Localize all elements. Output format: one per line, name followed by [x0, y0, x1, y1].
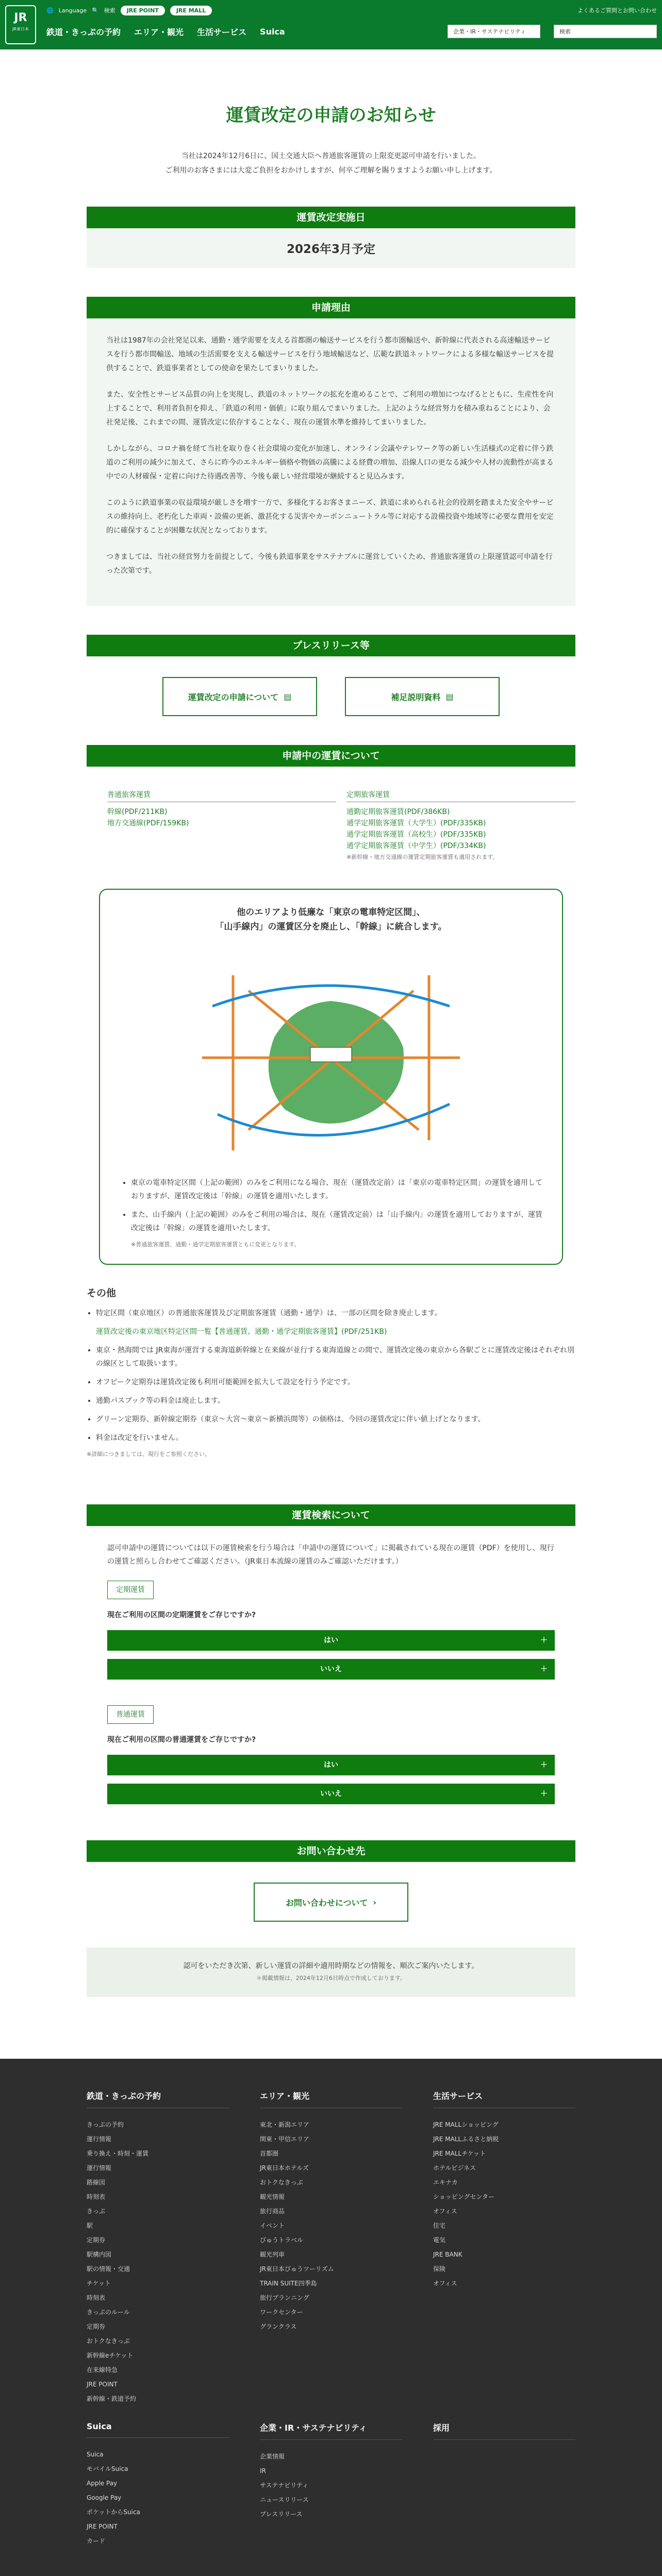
no-button[interactable] [107, 1784, 555, 1804]
pdf-link[interactable]: 運賃改定後の東京地区特定区間一覧【普通運賃、通勤・通学定期旅客運賃】(PDF/251KB) [96, 1328, 387, 1336]
nav-item-area[interactable]: エリア・観光 [134, 27, 184, 37]
footer-link[interactable]: 運行情報 [87, 2136, 112, 2143]
fare-columns [87, 789, 575, 863]
question-commuter: 現在ご利用の区間の定期運賃をご存じですか? [107, 1611, 256, 1619]
jre-point-link[interactable]: JRE POINT [121, 6, 165, 15]
footer-link[interactable]: 電気 [433, 2236, 446, 2244]
pdf-icon: ▤ [284, 691, 292, 702]
footer-link[interactable]: びゅうトラベル [260, 2236, 304, 2244]
footer-link[interactable]: モバイルSuica [87, 2465, 128, 2472]
press-buttons [0, 677, 662, 716]
footer-link[interactable]: 首都圏 [260, 2150, 279, 2157]
question-ordinary: 現在ご利用の区間の普通運賃をご存じですか? [107, 1736, 256, 1744]
search-button[interactable]: 検索 [104, 7, 115, 14]
footer-link[interactable]: 保険 [433, 2265, 446, 2273]
reason-paragraph: このように鉄道事業の収益環境が厳しさを増す一方で、多様化するお客さまニーズ、鉄道に求められる社会的役割を踏まえた安全やサービスの維持向上、老朽化した車両・設備の更新、激甚化する災害やカーボンニュートラル等に対応する設備投資や地域等に必要な費用を安定的に確保することが困難な状況となっております。 [106, 499, 554, 535]
footer-link[interactable]: 駅 [87, 2222, 93, 2229]
main-nav [46, 23, 657, 40]
reason-paragraph: しかしながら、コロナ禍を経て当社を取り巻く社会環境の変化が加速し、オンライン会議やテレワーク等の新しい生活様式の定着に伴う鉄道のご利用の減少に加えて、さらに昨今のエネルギー価格や物価の高騰による経費の増加、沿線人口の更なる減少や人材の流動性が高まる中での人材確保・定着に向けた待遇改善等、今後も厳しい経営環境が継続すると見込みます。 [106, 445, 554, 481]
nav-item-corp[interactable]: 企業・IR・サステナビリティ [448, 25, 540, 38]
footer-link[interactable]: ホテルビジネス [433, 2164, 476, 2172]
button-label: 補足説明資料 [391, 692, 441, 702]
footer-heading: エリア・観光 [260, 2090, 402, 2108]
footer-link[interactable]: 路線図 [87, 2179, 106, 2186]
notice-note: ＊掲載情報は、2024年12月6日時点で作成しております。 [256, 1975, 406, 1981]
yes-button[interactable] [107, 1630, 555, 1651]
footer-column-corp [260, 2421, 402, 2548]
plus-icon: ＋ [540, 1665, 548, 1673]
other-item: • グリーン定期券、新幹線定期券（東京〜大宮〜東京〜新横浜間等）の価格は、今回の運賃改定に伴い値上げとなります。 [96, 1413, 575, 1426]
footer-link[interactable]: サステナビリティ [260, 2482, 309, 2489]
footer-link[interactable]: 旅行商品 [260, 2208, 285, 2215]
fare-search [87, 1526, 575, 1820]
footer-link[interactable]: JRE BANK [433, 2251, 462, 2258]
footer-link[interactable]: 観光列車 [260, 2251, 285, 2258]
map-note-item: • 東京の電車特定区間（上記の範囲）のみをご利用になる場合、現在（運賃改定前）は「東京の電車特定区間」の運賃を適用しておりますが、運賃改定後は「幹線」の運賃を適用いたします。 [131, 1176, 547, 1203]
footer-link[interactable]: Suica [87, 2451, 104, 2458]
footer-link[interactable]: グランクラス [260, 2323, 297, 2330]
nav-item-suica[interactable]: Suica [260, 26, 285, 37]
footer-link[interactable]: 在来線特急 [87, 2366, 118, 2374]
footer-link[interactable]: 定期券 [87, 2236, 106, 2244]
footer-link[interactable]: 新幹線eチケット [87, 2352, 134, 2359]
lead-line: 当社は2024年12月6日に、国土交通大臣へ普通旅客運賃の上限変更認可申請を行いました。 [181, 152, 481, 160]
jr-logo[interactable] [5, 5, 36, 44]
button-label: はい [324, 1761, 338, 1769]
arrow-icon: › [373, 1897, 377, 1907]
button-label: いいえ [320, 1790, 342, 1798]
footer-link[interactable]: 新幹線・鉄道予約 [87, 2395, 137, 2402]
footer-link[interactable]: 運行情報 [87, 2164, 112, 2172]
footer-link[interactable]: JRE MALLショッピング [433, 2121, 499, 2128]
footer-link[interactable]: 東北・新潟エリア [260, 2121, 310, 2128]
lead-line: ご利用のお客さまには大変ご負担をおかけしますが、何卒ご理解を賜りますようお願い申し上げます。 [165, 166, 497, 175]
footer-link[interactable]: TRAIN SUITE四季島 [260, 2280, 317, 2287]
other-item: • オフピーク定期券は運賃改定後も利用可能範囲を拡大して設定を行う予定です。 [96, 1376, 575, 1389]
footer-link[interactable]: ショッピングセンター [433, 2193, 495, 2200]
impl-date: 2026年3月予定 [87, 228, 575, 268]
other-heading: その他 [87, 1287, 117, 1299]
footer-link[interactable]: 企業情報 [260, 2453, 285, 2460]
section-bar-fares: 申請中の運賃について [87, 745, 575, 767]
footer [0, 2059, 662, 2576]
footer-column-rail [87, 2090, 229, 2406]
map-title [115, 905, 547, 934]
footer-column-recruit [433, 2421, 575, 2548]
footer-heading: 企業・IR・サステナビリティ [260, 2421, 402, 2440]
pdf-link[interactable]: 通勤定期旅客運賃(PDF/386KB) [346, 808, 450, 816]
map-notes [115, 1176, 547, 1235]
search-input[interactable]: 検索 [554, 25, 657, 38]
no-button[interactable] [107, 1659, 555, 1680]
footer-column-area [260, 2090, 402, 2406]
footer-link[interactable]: 乗り換え・時刻・運賃 [87, 2150, 149, 2157]
footer-link[interactable]: オフィス [433, 2280, 457, 2287]
pdf-link[interactable]: 幹線(PDF/211KB) [107, 808, 168, 816]
lead-text [0, 149, 662, 178]
footer-link[interactable]: オフィス [433, 2208, 457, 2215]
footer-link[interactable]: JRE MALLふるさと納税 [433, 2136, 499, 2143]
footer-link[interactable]: チケット [87, 2280, 111, 2287]
footer-link[interactable]: きっぷ [87, 2208, 106, 2215]
pdf-link[interactable]: 通学定期旅客運賃（大学生）(PDF/335KB) [346, 819, 486, 827]
reason-paragraph: また、安全性とサービス品質の向上を実現し、鉄道のネットワークの拡充を進めることで、ご利用の増加につなげるとともに、生産性を向上することで、利用者負担を抑え、「鉄道の利用・価値」に取り組んでまいりました。上記のような経営努力を積み重ねることにより、会社発足後、これまでの間、運賃改定に依存することなく、現在の運賃水準を維持してまいりました。 [106, 391, 554, 427]
logo-text: JR [14, 11, 27, 24]
reason-paragraph: つきましては、当社の経営努力を前提として、今後も鉄道事業をサステナブルに運営していくため、普通旅客運賃の上限運賃認可申請を行った次第です。 [106, 553, 553, 575]
footer-link[interactable]: カード [87, 2537, 106, 2545]
map-title-line: 他のエリアより低廉な「東京の電車特定区間」、 [237, 907, 425, 918]
page-title: 運賃改定の申請のお知らせ [226, 105, 436, 126]
other-item: • 東京・熱海間では JR東海が運営する東海道新幹線と在来線が並行する東海道線との間で、運賃改定後の東京から各駅ごとに運賃改定後はそれぞれ別の線区として取扱います。 [96, 1344, 575, 1370]
rail-map [171, 944, 491, 1166]
header-utility-row [46, 4, 657, 16]
yes-button[interactable] [107, 1755, 555, 1775]
tag-ordinary: 普通運賃 [107, 1705, 154, 1724]
other-item: • 通勤パスブック等の料金は廃止します。 [96, 1394, 575, 1408]
fare-column-ordinary [107, 789, 336, 863]
footer-heading: Suica [87, 2421, 229, 2438]
notice-box [87, 1947, 575, 1997]
fare-map-box [99, 889, 563, 1265]
section-bar-impl: 運賃改定実施日 [87, 207, 575, 228]
button-label: お問い合わせについて [285, 1897, 368, 1908]
map-title-line: 「山手線内」の運賃区分を廃止し、「幹線」に統合します。 [215, 922, 447, 932]
search-description: 認可申請中の運賃については以下の運賃検索を行う場合は「申請中の運賃について」に掲載されている現在の運賃（PDF）を使用し、現行の運賃と照らし合わせてご確認ください。（JR東日本流線の運賃のみご確認いただけます。） [107, 1544, 554, 1566]
jre-mall-link[interactable]: JRE MALL [170, 6, 212, 15]
button-label: 運賃改定の申請について [188, 692, 279, 702]
other-item: • 特定区間（東京地区）の普通旅客運賃及び定期旅客運賃（通勤・通学）は、一部の区間を除き廃止します。 [96, 1307, 575, 1320]
footer-link[interactable]: 旅行プランニング [260, 2294, 309, 2301]
column-heading: 定期旅客運賃 [346, 789, 575, 802]
footer-link[interactable]: ワークセンター [260, 2309, 303, 2316]
header [0, 0, 662, 49]
other-item: • 料金は改定を行いません。 [96, 1431, 575, 1445]
footer-link[interactable]: Google Pay [87, 2494, 122, 2501]
pdf-icon: ▤ [445, 691, 454, 702]
nav-item-life[interactable]: 生活サービス [197, 27, 247, 37]
footer-link[interactable]: JR東日本ホテルズ [260, 2164, 309, 2172]
notice-text: 認可をいただき次第、新しい運賃の詳細や適用時期などの情報を、順次ご案内いたします。 [183, 1962, 479, 1970]
button-label: はい [324, 1636, 338, 1645]
footer-link[interactable]: 時刻表 [87, 2193, 106, 2200]
footer-link[interactable]: 住宅 [433, 2222, 446, 2229]
plus-icon: ＋ [540, 1790, 548, 1798]
plus-icon: ＋ [540, 1761, 548, 1769]
footer-link[interactable]: 観光情報 [260, 2193, 285, 2200]
logo-subtext: JR東日本 [12, 27, 29, 31]
footer-link[interactable]: 駅の情報・交通 [87, 2265, 130, 2273]
fare-column-commuter [346, 789, 575, 863]
language-button[interactable]: Language [58, 7, 87, 14]
section-bar-search: 運賃検索について [87, 1504, 575, 1526]
reason-text [87, 318, 575, 606]
footer-link[interactable]: きっぷの予約 [87, 2121, 124, 2128]
footer-heading: 鉄道・きっぷの予約 [87, 2090, 229, 2108]
footer-link[interactable]: プレスリリース [260, 2511, 303, 2518]
column-note: ※新幹線・地方交通線の運賃定期旅客運賃も適用されます。 [346, 854, 499, 860]
map-footnote: ※普通旅客運賃、通勤・通学定期旅客運賃ともに変更となります。 [131, 1241, 300, 1248]
map-note-item: • また、山手線内（上記の範囲）のみをご利用の場合は、現在（運賃改定前）は「山手線内」の運賃を適用しておりますが、運賃改定後は「幹線」の運賃を適用いたします。 [131, 1208, 547, 1235]
pdf-link[interactable]: 地方交通線(PDF/159KB) [107, 819, 189, 827]
section-bar-contact: お問い合わせ先 [87, 1840, 575, 1862]
footer-link[interactable]: エキナカ [433, 2179, 458, 2186]
footer-link[interactable]: JR東日本びゅうツーリズム [260, 2265, 334, 2273]
nav-item-rail[interactable]: 鉄道・きっぷの予約 [46, 27, 121, 37]
footer-link[interactable]: イベント [260, 2222, 285, 2229]
other-section [87, 1285, 575, 1458]
pdf-link[interactable]: 通学定期旅客運賃（中学生）(PDF/334KB) [346, 842, 486, 850]
reason-paragraph: 当社は1987年の会社発足以来、通勤・通学需要を支える首都圏の輸送サービスを行う都市圏輸送や、新幹線に代表される高速輸送サービスを行う都市間輸送、地域の生活需要を支える輸送サービスを行う地域輸送など、広範な鉄道ネットワークによる多様な輸送サービスを提供することで、鉄道事業者としての使命を果たしてまいりました。 [106, 336, 554, 372]
footer-column-life [433, 2090, 575, 2406]
section-bar-reason: 申請理由 [87, 297, 575, 318]
globe-icon: 🌐 [46, 7, 54, 14]
footer-link[interactable]: 駅構内図 [87, 2251, 112, 2258]
footer-link[interactable]: きっぷのルール [87, 2309, 130, 2316]
footer-column-suica [87, 2421, 229, 2548]
footer-link[interactable]: 関東・甲信エリア [260, 2136, 310, 2143]
section-bar-press: プレスリリース等 [87, 635, 575, 656]
footer-link[interactable]: JRE MALLチケット [433, 2150, 486, 2157]
button-label: いいえ [320, 1665, 342, 1673]
search-icon: 🔍 [92, 7, 99, 14]
footer-link[interactable]: JRE POINT [87, 2523, 118, 2530]
footer-link[interactable]: おトクなきっぷ [260, 2179, 303, 2186]
faq-link[interactable]: よくあるご質問とお問い合わせ [577, 7, 657, 14]
footer-heading: 採用 [433, 2421, 575, 2440]
contact-button[interactable] [254, 1883, 408, 1922]
footer-link[interactable]: JRE POINT [87, 2381, 118, 2388]
footer-link[interactable]: ポケットからSuica [87, 2509, 140, 2516]
pdf-link[interactable]: 通学定期旅客運賃（高校生）(PDF/335KB) [346, 831, 486, 839]
other-note: ※詳細につきましては、現行をご参照ください。 [87, 1451, 210, 1458]
footer-link[interactable]: 定期券 [87, 2323, 106, 2330]
footer-link[interactable]: 時刻表 [87, 2294, 106, 2301]
plus-icon: ＋ [540, 1636, 548, 1645]
footer-link[interactable]: Apple Pay [87, 2480, 118, 2487]
tag-commuter: 定期運賃 [107, 1581, 154, 1599]
footer-link[interactable]: IR [260, 2467, 266, 2475]
press-release-button[interactable] [162, 677, 317, 716]
column-heading: 普通旅客運賃 [107, 789, 336, 802]
footer-heading: 生活サービス [433, 2090, 575, 2108]
footer-link[interactable]: ニュースリリース [260, 2496, 309, 2503]
supplement-button[interactable] [345, 677, 500, 716]
footer-link[interactable]: おトクなきっぷ [87, 2337, 130, 2345]
